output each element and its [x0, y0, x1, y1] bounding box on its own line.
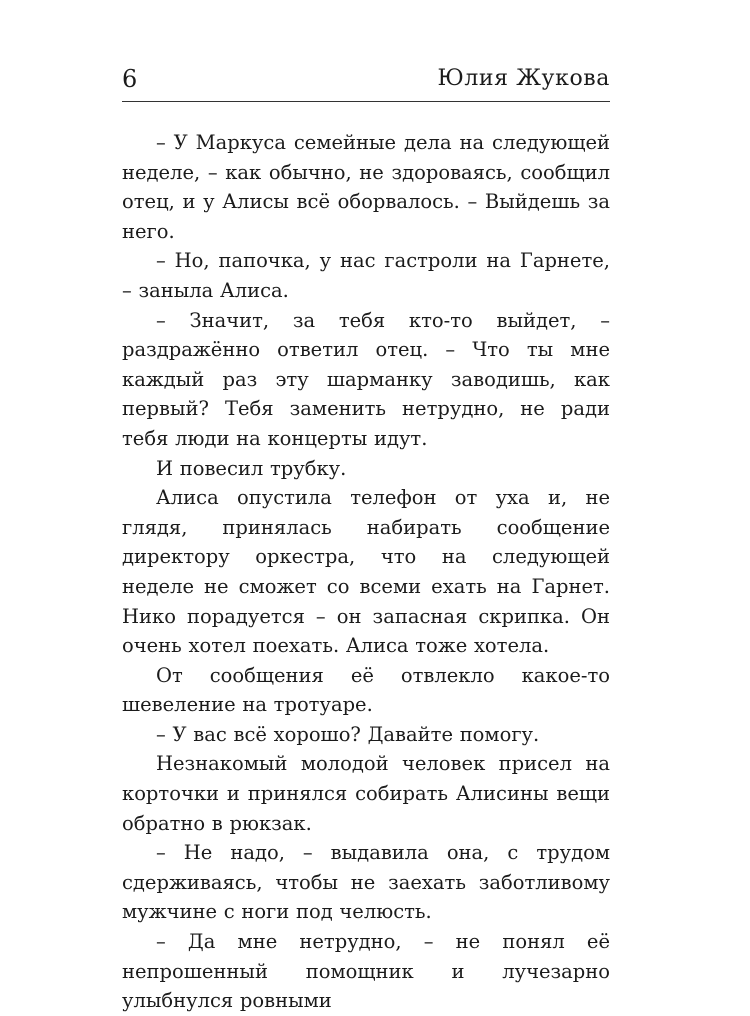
paragraph: – У Маркуса семейные дела на следующей неделе, – как обычно, не здороваясь, сообщил отец, и у Алисы всё оборвалось. – Выйдешь за него.	[122, 131, 610, 243]
paragraph: – Да мне нетрудно, – не понял её непрошенный помощник и лучезарно улыбнулся ровными	[122, 930, 610, 1013]
paragraph: – Но, папочка, у нас гастроли на Гарнете, – заныла Алиса.	[122, 249, 610, 302]
paragraph: От сообщения её отвлекло какое-то шевеление на тротуаре.	[122, 663, 610, 717]
page-number: 6	[122, 65, 138, 93]
paragraph: – У вас всё хорошо? Давайте помогу.	[156, 722, 540, 746]
running-title-author: Юлия Жукова	[437, 66, 610, 91]
paragraph: – Значит, за тебя кто-то выйдет, – раздражённо ответил отец. – Что ты мне каждый раз эту шарманку заводишь, как первый? Тебя заменить нетрудно, не ради тебя люди на концерты идут.	[122, 308, 610, 450]
header-divider	[122, 101, 610, 102]
page-header	[122, 64, 610, 100]
paragraph: – Не надо, – выдавила она, с трудом сдерживаясь, чтобы не заехать заботливому мужчине с ноги под челюсть.	[122, 841, 610, 924]
paragraph: Незнакомый молодой человек присел на корточки и принялся собирать Алисины вещи обратно в рюкзак.	[122, 752, 610, 835]
paragraph: Алиса опустила телефон от уха и, не глядя, принялась набирать сообщение директору оркестра, что на следующей неделе не сможет со всеми ехать на Гарнет. Нико порадуется – он запасная скрипка. Он очень хотел поехать. Алиса тоже хотела.	[122, 486, 610, 658]
paragraph: И повесил трубку.	[156, 456, 347, 480]
body-text	[122, 128, 610, 1016]
